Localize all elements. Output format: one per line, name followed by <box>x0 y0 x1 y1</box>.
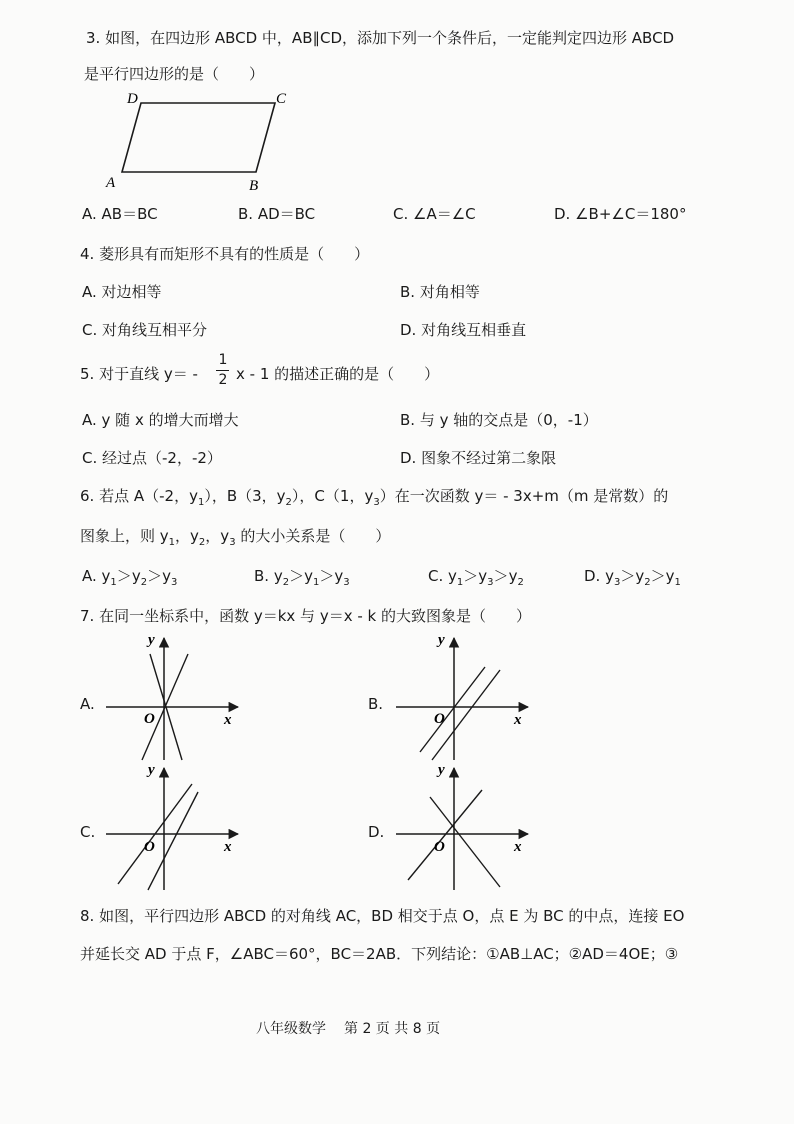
q7-option-b-letter: B. <box>368 695 384 713</box>
q6-line1: 6. 若点 A（-2，$y_1$），B（3，$y_2$），C（1，$y_3$）在一次函数 y＝ - 3x+m（m 是常数）的 <box>80 487 669 508</box>
q4-option-b: B. 对角相等 <box>400 283 480 301</box>
q5-fraction-denominator: 2 <box>218 372 228 388</box>
q5-option-b: B. 与 y 轴的交点是（0，-1） <box>400 411 598 429</box>
quadrilateral-abcd <box>122 103 275 172</box>
q7-stem: 7. 在同一坐标系中，函数 y＝kx 与 y＝x - k 的大致图象是（ ） <box>80 607 531 625</box>
axis-label-x: x <box>224 712 232 728</box>
vertex-label-c: C <box>276 92 287 107</box>
line-y-eq-x-minus-k <box>148 792 198 890</box>
q6-option-d: D. $y_3>y_2>y_1$ <box>584 567 681 588</box>
q6-option-c: C. $y_1>y_3>y_2$ <box>428 567 524 588</box>
origin-label: O <box>434 711 445 727</box>
axis-label-y: y <box>438 762 445 778</box>
axis-label-y: y <box>148 762 155 778</box>
q3-line2: 是平行四边形的是（ ） <box>84 65 265 83</box>
origin-label: O <box>144 711 155 727</box>
axis-label-y: y <box>438 632 445 648</box>
q3-quadrilateral-figure <box>100 92 300 192</box>
q4-stem: 4. 菱形具有而矩形不具有的性质是（ ） <box>80 245 370 263</box>
vertex-label-b: B <box>249 178 259 192</box>
q3-line1: 3. 如图，在四边形 ABCD 中，AB∥CD，添加下列一个条件后，一定能判定四边形 ABCD <box>86 29 675 47</box>
q3-option-d: D. ∠B+∠C＝180° <box>554 205 687 223</box>
axis-label-x: x <box>514 712 522 728</box>
footer-page-number: 第 2 页 共 8 页 <box>344 1021 441 1037</box>
axis-label-x: x <box>514 839 522 855</box>
q3-option-b: B. AD＝BC <box>238 205 316 223</box>
q5-fraction-bar <box>216 370 229 371</box>
q8-line1: 8. 如图，平行四边形 ABCD 的对角线 AC，BD 相交于点 O，点 E 为 BC 的中点，连接 EO <box>80 907 685 925</box>
q4-option-a: A. 对边相等 <box>82 283 162 301</box>
q4-option-c: C. 对角线互相平分 <box>82 321 208 339</box>
q5-stem-pre: 5. 对于直线 y＝ - <box>80 365 198 383</box>
origin-label: O <box>144 839 155 855</box>
q5-option-c: C. 经过点（-2，-2） <box>82 449 222 467</box>
vertex-label-d: D <box>127 92 138 107</box>
q3-option-c: C. ∠A＝∠C <box>393 205 476 223</box>
q7-graph-c <box>100 762 250 892</box>
q8-line2: 并延长交 AD 于点 F，∠ABC＝60°，BC＝2AB．下列结论：①AB⊥AC；②AD＝4OE；③ <box>80 945 679 963</box>
line-y-eq-kx <box>420 667 485 752</box>
vertex-label-a: A <box>106 175 116 191</box>
q5-option-d: D. 图象不经过第二象限 <box>400 449 557 467</box>
q7-option-a-letter: A. <box>80 695 95 713</box>
q6-line2: 图象上，则 $y_1$，$y_2$，$y_3$ 的大小关系是（ ） <box>80 527 391 548</box>
axis-label-y: y <box>148 632 155 648</box>
q6-option-b: B. $y_2>y_1>y_3$ <box>254 567 350 588</box>
q7-graph-b <box>390 632 540 762</box>
q5-option-a: A. y 随 x 的增大而增大 <box>82 411 239 429</box>
q7-graph-a <box>100 632 250 762</box>
footer-subject: 八年级数学 <box>256 1021 326 1037</box>
q7-option-c-letter: C. <box>80 823 96 841</box>
q4-option-d: D. 对角线互相垂直 <box>400 321 527 339</box>
q6-option-a: A. $y_1>y_2>y_3$ <box>82 567 178 588</box>
origin-label: O <box>434 839 445 855</box>
axis-label-x: x <box>224 839 232 855</box>
line-y-eq-x-minus-k <box>408 790 482 880</box>
q5-fraction-numerator: 1 <box>218 352 228 368</box>
q7-option-d-letter: D. <box>368 823 385 841</box>
q5-stem-post: x - 1 的描述正确的是（ ） <box>236 365 440 383</box>
q7-graph-d <box>390 762 540 892</box>
q3-option-a: A. AB＝BC <box>82 205 158 223</box>
